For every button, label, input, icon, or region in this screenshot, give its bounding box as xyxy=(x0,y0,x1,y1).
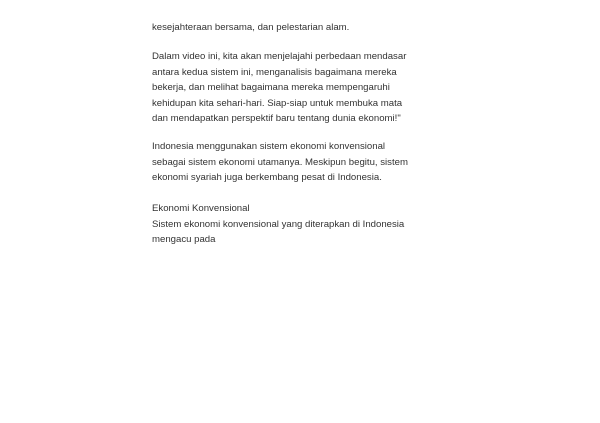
text-line: Indonesia menggunakan sistem ekonomi konvensional xyxy=(152,141,386,152)
text-line: Dalam video ini, kita akan menjelajahi perbedaan mendasar xyxy=(152,51,407,62)
paragraph-indonesia-system xyxy=(152,139,452,186)
text-line: sebagai sistem ekonomi utamanya. Meskipun begitu, sistem xyxy=(152,156,408,168)
text-line: ekonomi syariah juga berkembang pesat di Indonesia. xyxy=(152,172,382,184)
text-line: antara kedua sistem ini, menganalisis bagaimana mereka xyxy=(152,66,397,78)
section-heading: Ekonomi Konvensional xyxy=(152,203,250,214)
text-line: Sistem ekonomi konvensional yang diterapkan di Indonesia xyxy=(152,218,405,230)
text-line: kehidupan kita sehari-hari. Siap-siap untuk membuka mata xyxy=(152,97,403,109)
paragraph-conventional-economy xyxy=(152,201,452,248)
paragraph-closing-intro xyxy=(152,20,452,36)
text-line: dan mendapatkan perspektif baru tentang dunia ekonomi!" xyxy=(152,113,401,125)
text-line: mengacu pada xyxy=(152,234,216,246)
text-line: bekerja, dan melihat bagaimana mereka mempengaruhi xyxy=(152,82,390,94)
paragraph-video-intro xyxy=(152,49,452,127)
text-line: kesejahteraan bersama, dan pelestarian alam. xyxy=(152,22,350,33)
